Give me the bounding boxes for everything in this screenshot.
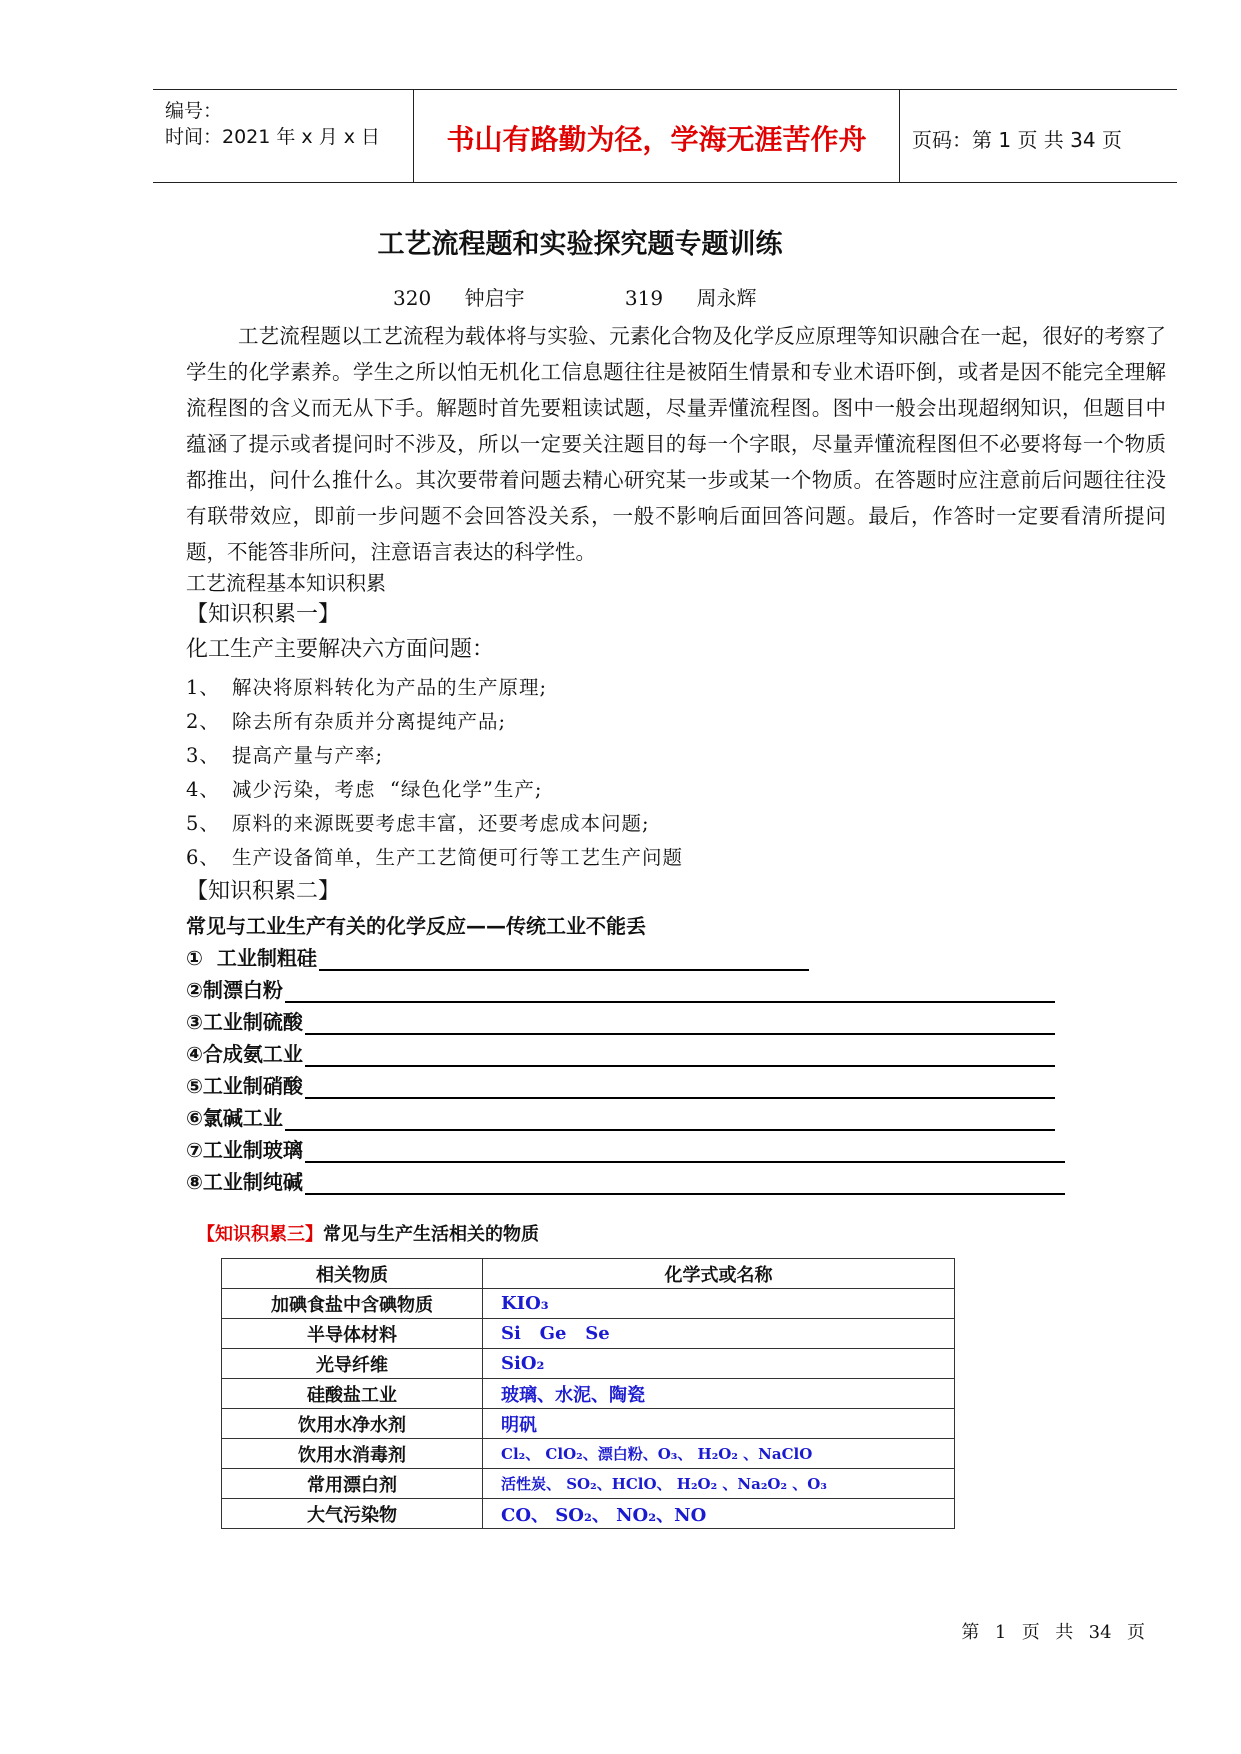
fill-label: ⑦工业制玻璃 — [186, 1138, 303, 1162]
table-row — [222, 1499, 955, 1529]
fill-label: ① 工业制粗硅 — [186, 946, 317, 970]
fill-row — [186, 942, 809, 971]
table-header-row — [222, 1259, 955, 1289]
page-code: 页码：第 1 页 共 34 页 — [912, 128, 1122, 152]
list-item: 2、 除去所有杂质并分离提纯产品; — [186, 710, 507, 733]
table-cell: 硅酸盐工业 — [222, 1379, 483, 1409]
table-row — [222, 1319, 955, 1349]
table-cell: 光导纤维 — [222, 1349, 483, 1379]
fill-label: ③工业制硫酸 — [186, 1010, 303, 1034]
answer-line[interactable] — [305, 1077, 1055, 1099]
table-cell: 半导体材料 — [222, 1319, 483, 1349]
table-cell: 饮用水净水剂 — [222, 1409, 483, 1439]
list-item: 6、 生产设备简单，生产工艺简便可行等工艺生产问题 — [186, 846, 684, 869]
answer-line[interactable] — [305, 1141, 1065, 1163]
fill-row — [186, 1166, 1065, 1195]
k3-title — [197, 1220, 539, 1246]
answer-line[interactable] — [285, 981, 1055, 1003]
k2-subheading: 常见与工业生产有关的化学反应——传统工业不能丢 — [186, 914, 646, 938]
table-row — [222, 1349, 955, 1379]
table-cell: 饮用水消毒剂 — [222, 1439, 483, 1469]
table-cell: 活性炭、 SO₂、HClO、 H₂O₂ 、Na₂O₂ 、O₃ — [483, 1469, 955, 1499]
answer-line[interactable] — [319, 949, 809, 971]
table-cell: SiO₂ — [483, 1349, 955, 1379]
table-cell: 明矾 — [483, 1409, 955, 1439]
answer-line[interactable] — [305, 1013, 1055, 1035]
col-header: 相关物质 — [222, 1259, 483, 1289]
page-footer: 第 1 页 共 34 页 — [961, 1622, 1145, 1643]
fill-label: ⑥氯碱工业 — [186, 1106, 283, 1130]
table-row — [222, 1409, 955, 1439]
answer-line[interactable] — [285, 1109, 1055, 1131]
table-cell: 常用漂白剂 — [222, 1469, 483, 1499]
fill-label: ④合成氨工业 — [186, 1042, 303, 1066]
table-cell: CO、 SO₂、 NO₂、NO — [483, 1499, 955, 1529]
list-item: 1、 解决将原料转化为产品的生产原理; — [186, 676, 548, 699]
table-row — [222, 1469, 955, 1499]
list-item: 4、 减少污染，考虑 “绿色化学”生产; — [186, 778, 543, 801]
answer-line[interactable] — [305, 1173, 1065, 1195]
fill-row — [186, 1070, 1055, 1099]
col-header: 化学式或名称 — [483, 1259, 955, 1289]
table-row — [222, 1439, 955, 1469]
table-cell: 加碘食盐中含碘物质 — [222, 1289, 483, 1319]
document-header — [153, 89, 1177, 183]
table-cell: Cl₂、 ClO₂、漂白粉、O₃、 H₂O₂ 、NaClO — [483, 1439, 955, 1469]
fill-row — [186, 1006, 1055, 1035]
fill-label: ⑤工业制硝酸 — [186, 1074, 303, 1098]
header-motto-cell — [414, 90, 900, 182]
answer-line[interactable] — [305, 1045, 1055, 1067]
fill-row — [186, 1102, 1055, 1131]
intro-paragraph: 工艺流程题以工艺流程为载体将与实验、元素化合物及化学反应原理等知识融合在一起，很好的考察了学生的化学素养。学生之所以怕无机化工信息题往往是被陌生情景和专业术语吓倒，或者是因不能完全理解流程图的含义而无从下手。解题时首先要粗读试题，尽量弄懂流程图。图中一般会出现超纲知识，但题目中蕴涵了提示或者提问时不涉及，所以一定要关注题目的每一个字眼，尽量弄懂流程图但不必要将每一个物质都推出，问什么推什么。其次要带着问题去精心研究某一步或某一个物质。在答题时应注意前后问题往往没有联带效应，即前一步问题不会回答没关系，一般不影响后面回答问题。最后，作答时一定要看清所提问题，不能答非所问，注意语言表达的科学性。 — [186, 324, 1166, 564]
k3-heading: 【知识积累三】 — [197, 1224, 323, 1245]
k1-heading: 【知识积累一】 — [186, 602, 341, 627]
header-info-cell — [153, 90, 414, 182]
fill-label: ⑧工业制纯碱 — [186, 1170, 303, 1194]
k1-subheading: 化工生产主要解决六方面问题： — [186, 637, 495, 662]
fill-row — [186, 1134, 1065, 1163]
header-page-cell — [900, 90, 1177, 182]
number-label: 编号： — [165, 100, 223, 122]
table-cell: 大气污染物 — [222, 1499, 483, 1529]
table-row — [222, 1379, 955, 1409]
substances-table — [221, 1258, 955, 1529]
table-cell: Si Ge Se — [483, 1319, 955, 1349]
page-title: 工艺流程题和实验探究题专题训练 — [377, 229, 783, 260]
list-item: 5、 原料的来源既要考虑丰富，还要考虑成本问题; — [186, 812, 650, 835]
fill-row — [186, 1038, 1055, 1067]
authors: 320 钟启宇 319 周永辉 — [393, 286, 757, 310]
table-cell: KIO₃ — [483, 1289, 955, 1319]
motto: 书山有路勤为径，学海无涯苦作舟 — [446, 123, 867, 156]
fill-row — [186, 974, 1055, 1003]
fill-label: ②制漂白粉 — [186, 978, 283, 1002]
table-row — [222, 1289, 955, 1319]
list-item: 3、 提高产量与产率; — [186, 744, 384, 767]
time-label: 时间：2021 年 x 月 x 日 — [165, 126, 381, 148]
k2-heading: 【知识积累二】 — [186, 879, 341, 904]
table-cell: 玻璃、水泥、陶瓷 — [483, 1379, 955, 1409]
basic-knowledge-title: 工艺流程基本知识积累 — [186, 571, 386, 595]
k3-subheading: 常见与生产生活相关的物质 — [323, 1224, 539, 1245]
